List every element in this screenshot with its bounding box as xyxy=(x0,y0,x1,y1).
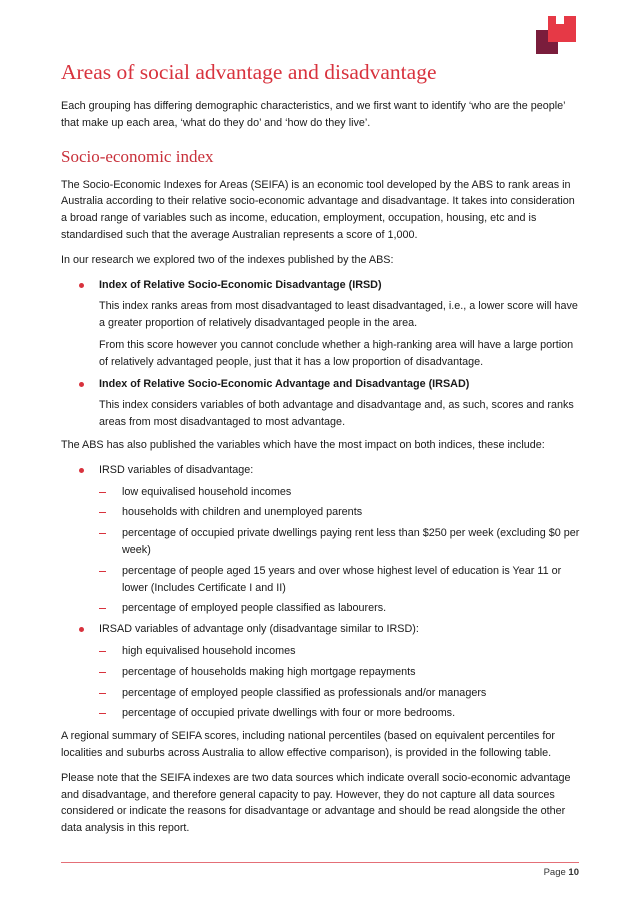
dash-icon xyxy=(99,533,106,534)
list-item xyxy=(99,563,581,597)
index-description: From this score however you cannot conclude whether a high-ranking area will have a large portion of relatively advantaged people, just that it has a low proportion of disadvantage. xyxy=(99,338,574,368)
list-item xyxy=(99,484,581,501)
bullet-dot-icon xyxy=(79,627,84,632)
note-paragraph: Please note that the SEIFA indexes are two data sources which indicate overall socio-economic advantage and disadvantage, and therefore general capacity to pay. However, they do not capture all data sources considered or indicate the reasons for disadvantage or advantage and should be read alongside the other data analysis in this report. xyxy=(61,771,571,835)
variables-intro-paragraph: The ABS has also published the variables which have the most impact on both indices, these include: xyxy=(61,438,545,451)
variable-text: percentage of employed people classified as labourers. xyxy=(122,602,387,615)
list-item xyxy=(61,376,581,431)
dash-icon xyxy=(99,571,106,572)
variable-text: percentage of occupied private dwellings paying rent less than $250 per week (excluding $0 per week) xyxy=(122,527,580,556)
variable-text: percentage of occupied private dwellings with four or more bedrooms. xyxy=(122,707,456,720)
logo-notch xyxy=(556,16,564,24)
variable-sublist xyxy=(99,643,581,722)
index-title-irsad: Index of Relative Socio-Economic Advantage and Disadvantage (IRSAD) xyxy=(99,377,470,390)
variable-text: percentage of people aged 15 years and over whose highest level of education is Year 11 or lower (Includes Certificate I and II) xyxy=(122,564,562,594)
variable-text: percentage of households making high mortgage repayments xyxy=(122,665,416,678)
index-description: This index ranks areas from most disadvantaged to least disadvantaged, i.e., a lower score will have a greater proportion of relatively disadvantaged people in the area. xyxy=(99,300,578,330)
brand-logo xyxy=(536,16,578,54)
variable-group-label: IRSAD variables of advantage only (disadvantage similar to IRSD): xyxy=(99,623,419,636)
variable-group-label: IRSD variables of disadvantage: xyxy=(99,463,254,476)
index-list xyxy=(61,277,581,431)
list-item xyxy=(99,664,581,681)
list-item xyxy=(99,525,581,559)
dash-icon xyxy=(99,608,106,609)
dash-icon xyxy=(99,672,106,673)
bullet-dot-icon xyxy=(79,382,84,387)
page-content xyxy=(61,58,581,845)
page-label: Page xyxy=(543,867,566,878)
list-item xyxy=(99,504,581,521)
variable-sublist xyxy=(99,484,581,618)
page-number-value: 10 xyxy=(568,867,579,878)
dash-icon xyxy=(99,492,106,493)
section-heading: Socio-economic index xyxy=(61,146,214,166)
variable-text: percentage of employed people classified as professionals and/or managers xyxy=(122,686,487,699)
variables-list xyxy=(61,462,581,722)
page-title: Areas of social advantage and disadvantage xyxy=(61,60,437,84)
seifa-paragraph: The Socio-Economic Indexes for Areas (SEIFA) is an economic tool developed by the ABS to rank areas in Australia according to their relative socio-economic advantage and disadvantage. It takes into consideration a broad range of variables such as income, education, employment, occupation, housing, etc and is standardised such that the average Australian represents a score of 1,000. xyxy=(61,178,575,241)
intro-paragraph: Each grouping has differing demographic characteristics, and we first want to identify ‘who are the people’ that make up each area, ‘what do they do’ and ‘how do they live’. xyxy=(61,100,566,129)
summary-paragraph: A regional summary of SEIFA scores, including national percentiles (based on equivalent percentiles for localities and suburbs across Australia to allow effective comparison), is provided in the following table. xyxy=(61,730,555,759)
list-item xyxy=(99,600,581,617)
dash-icon xyxy=(99,693,106,694)
indexes-intro-paragraph: In our research we explored two of the indexes published by the ABS: xyxy=(61,253,394,266)
list-item xyxy=(99,705,581,722)
dash-icon xyxy=(99,651,106,652)
variable-text: high equivalised household incomes xyxy=(122,644,296,657)
index-title-irsd: Index of Relative Socio-Economic Disadvantage (IRSD) xyxy=(99,278,382,291)
variable-text: households with children and unemployed parents xyxy=(122,506,363,519)
list-item xyxy=(99,685,581,702)
index-description: This index considers variables of both advantage and disadvantage and, as such, scores and ranks areas from most disadvantaged to most advantage. xyxy=(99,399,574,429)
variable-text: low equivalised household incomes xyxy=(122,485,292,498)
footer-divider xyxy=(61,862,579,863)
dash-icon xyxy=(99,713,106,714)
bullet-dot-icon xyxy=(79,468,84,473)
page-number xyxy=(544,867,579,878)
list-item xyxy=(61,621,581,722)
list-item xyxy=(99,643,581,660)
list-item xyxy=(61,462,581,617)
dash-icon xyxy=(99,512,106,513)
list-item xyxy=(61,277,581,371)
bullet-dot-icon xyxy=(79,283,84,288)
